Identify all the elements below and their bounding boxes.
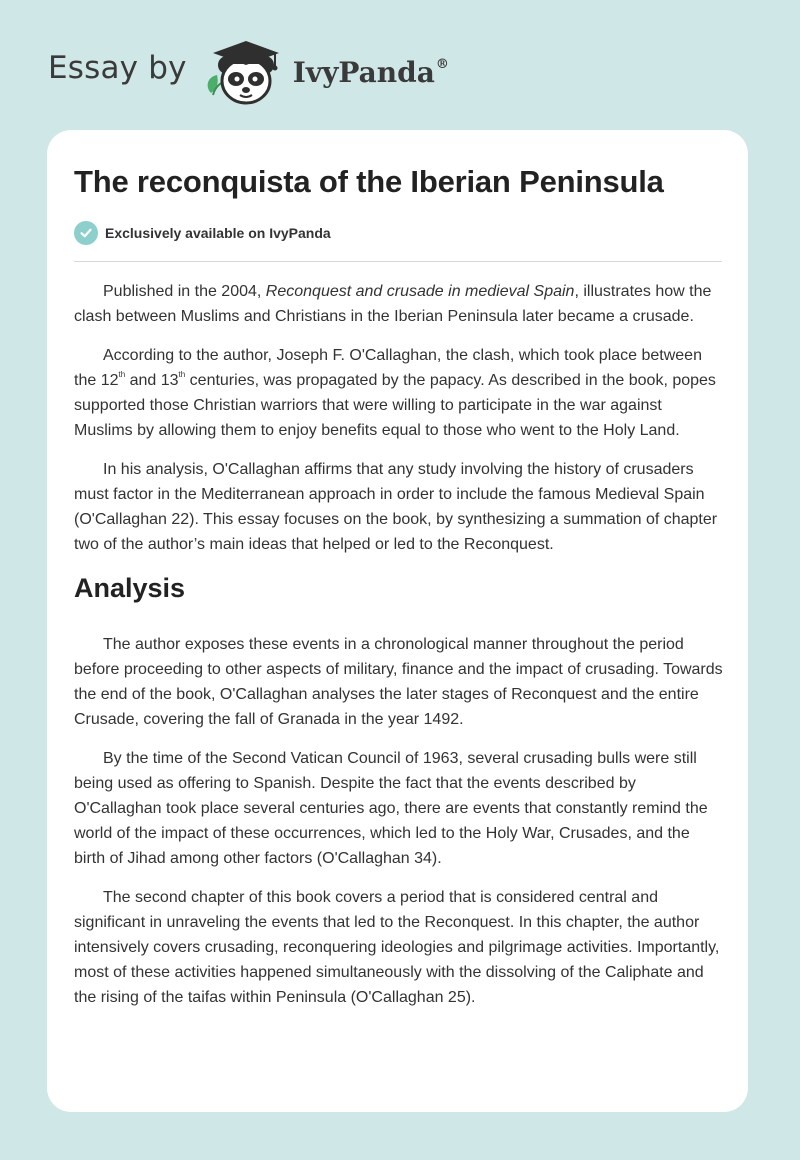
essay-by-label: Essay by xyxy=(48,50,187,86)
paragraph-4: The author exposes these events in a chronological manner throughout the period before proceeding to other aspects of military, finance and the impact of crusading. Towards the end of the book, O'Callaghan analyses the later stages of Reconquest and the entire Crusade, covering the fall of Granada in the year 1492. xyxy=(74,636,723,728)
panda-graduate-logo-icon xyxy=(201,35,289,107)
analysis-heading: Analysis xyxy=(74,573,186,603)
registered-mark: ® xyxy=(435,56,449,72)
checkmark-badge-icon xyxy=(74,221,98,245)
paragraph-2: According to the author, Joseph F. O'Callaghan, the clash, which took place between the 12th and 13th centuries, was propagated by the papacy. As described in the book, popes supported those Christian warriors that were willing to participate in the war against Muslims by allowing them to enjoy benefits equal to those who went to the Holy Land. xyxy=(74,347,716,439)
paragraph-5: By the time of the Second Vatican Council of 1963, several crusading bulls were still being used as offering to Spanish. Despite the fact that the events described by O'Callaghan took place several centuries ago, there are events that constantly remind the world of the impact of these occurrences, which led to the Holy War, Crusades, and the birth of Jihad among other factors (O'Callaghan 34). xyxy=(74,750,708,867)
exclusive-notice xyxy=(74,221,331,245)
paragraph-6: The second chapter of this book covers a period that is considered central and significant in unraveling the events that led to the Reconquest. In this chapter, the author intensively covers crusading, reconquering ideologies and pilgrimage activities. Importantly, most of these activities happened simultaneously with the dissolving of the Caliphate and the rising of the taifas within Peninsula (O'Callaghan 25). xyxy=(74,889,720,1006)
site-header xyxy=(48,36,449,106)
divider xyxy=(74,261,722,262)
essay-body xyxy=(74,279,724,1024)
brand-name: IvyPanda® xyxy=(292,55,449,89)
paragraph-3: In his analysis, O'Callaghan affirms that any study involving the history of crusaders must factor in the Mediterranean approach in order to include the famous Medieval Spain (O'Callaghan 22). This essay focuses on the book, by synthesizing a summation of chapter two of the author’s main ideas that helped or led to the Reconquest. xyxy=(74,461,718,553)
page-title: The reconquista of the Iberian Peninsula xyxy=(74,164,664,199)
essay-card xyxy=(47,130,748,1112)
book-title: Reconquest and crusade in medieval Spain xyxy=(265,283,575,300)
exclusive-label: Exclusively available on IvyPanda xyxy=(105,225,331,241)
paragraph-1: Published in the 2004, Reconquest and crusade in medieval Spain, illustrates how the clash between Muslims and Christians in the Iberian Peninsula later became a crusade. xyxy=(74,283,712,325)
